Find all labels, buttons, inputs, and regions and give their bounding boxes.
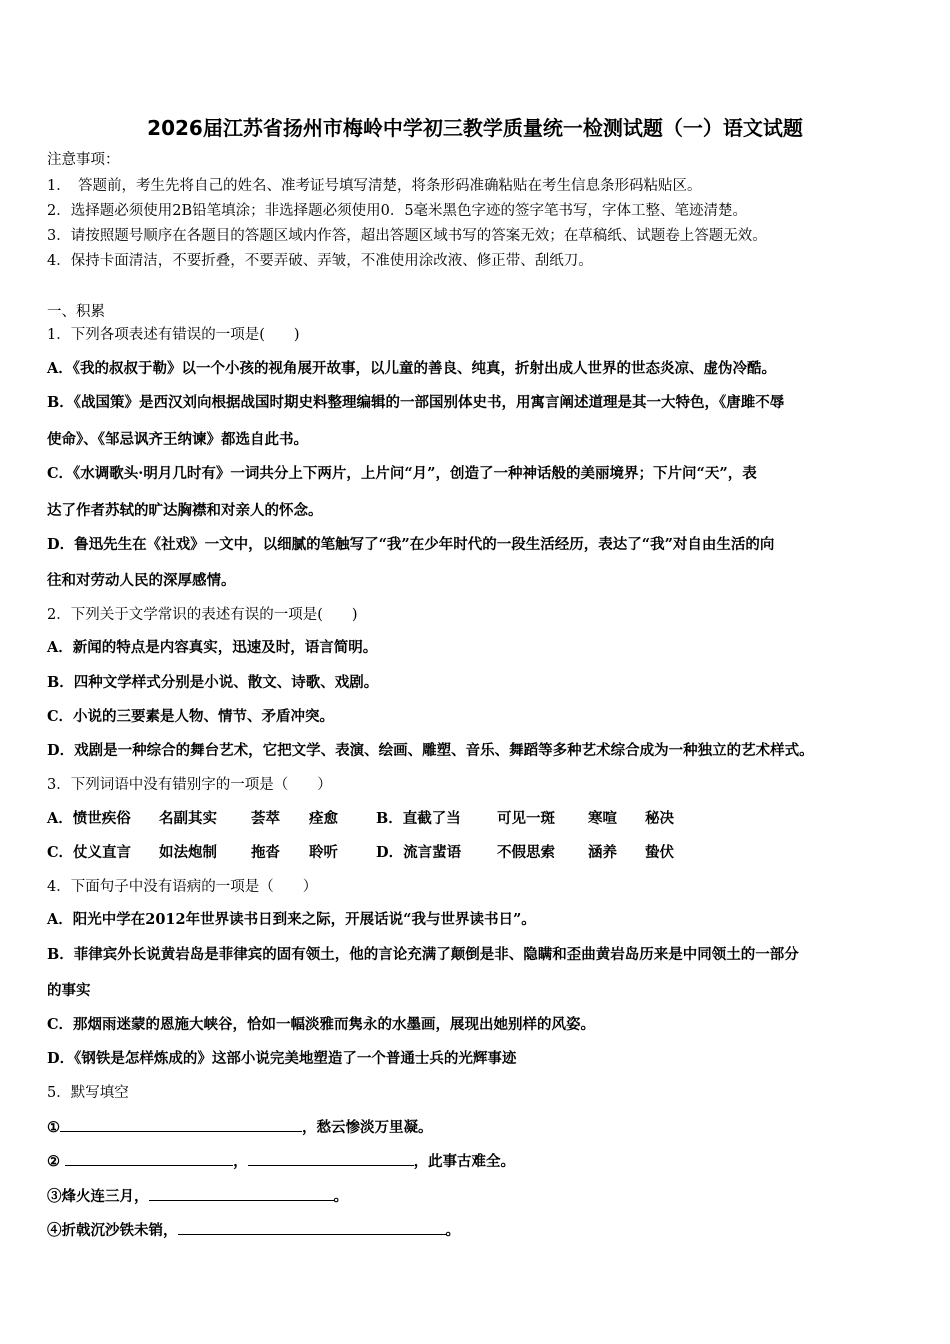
- q3-c-word-3: 拖沓: [251, 844, 280, 861]
- q2-option-c: C．小说的三要素是人物、情节、矛盾冲突。: [47, 708, 335, 725]
- q5-line-1: [47, 1117, 433, 1138]
- q1-option-d-line1: D．鲁迅先生在《社戏》一文中，以细腻的笔触写了“我”在少年时代的一段生活经历，表达了“我”对自由生活的向: [47, 536, 775, 553]
- q3-d-word-3: 涵养: [588, 844, 617, 861]
- q5-l4-text: ④折戟沉沙铁未销，: [47, 1222, 178, 1239]
- q5-blank-4[interactable]: [178, 1220, 446, 1235]
- notice-item-1: 1． 答题前，考生先将自己的姓名、准考证号填写清楚，将条形码准确粘贴在考生信息条形码粘贴区。: [47, 178, 702, 194]
- q5-blank-2b[interactable]: [248, 1151, 414, 1166]
- q1-option-c-line1: C．《水调歌头·明月几时有》一词共分上下两片，上片问“月”，创造了一种神话般的美丽境界；下片问“天”，表: [47, 465, 757, 482]
- q5-l3-text: ③烽火连三月，: [47, 1188, 149, 1205]
- q2-option-d: D．戏剧是一种综合的舞台艺术，它把文学、表演、绘画、雕塑、音乐、舞蹈等多种艺术综合成为一种独立的艺术样式。: [47, 742, 814, 759]
- q5-l1-number: ①: [47, 1119, 60, 1136]
- page-title: 2026届江苏省扬州市梅岭中学初三教学质量统一检测试题（一）语文试题: [147, 116, 803, 140]
- q3-options-ab: [47, 809, 674, 829]
- q3-b-word-2: 可见一斑: [497, 810, 555, 827]
- q1-option-b-line1: B．《战国策》是西汉刘向根据战国时期史料整理编辑的一部国别体史书，用寓言阐述道理是其一大特色，《唐雎不辱: [47, 394, 785, 411]
- q3-a-word-1: A．愤世疾俗: [47, 810, 131, 827]
- q5-l2-comma: ，: [233, 1153, 248, 1170]
- notice-item-4: 4．保持卡面清洁，不要折叠，不要弄破、弄皱，不准使用涂改液、修正带、刮纸刀。: [47, 253, 593, 269]
- q5-blank-3[interactable]: [149, 1186, 334, 1201]
- section-heading: 一、积累: [47, 304, 105, 320]
- q5-blank-1[interactable]: [60, 1117, 302, 1132]
- q1-option-a: A．《我的叔叔于勒》以一个小孩的视角展开故事，以儿童的善良、纯真，折射出成人世界的世态炎凉、虚伪冷酷。: [47, 360, 776, 377]
- q3-b-word-3: 寒喧: [588, 810, 617, 827]
- q5-l4-end: 。: [445, 1222, 460, 1239]
- q3-c-word-1: C．仗义直言: [47, 844, 132, 861]
- q4-option-d: D．《钢铁是怎样炼成的》这部小说完美地塑造了一个普通士兵的光辉事迹: [47, 1050, 517, 1067]
- q2-stem: 2．下列关于文学常识的表述有误的一项是( ): [47, 607, 358, 623]
- q3-options-cd: [47, 843, 674, 863]
- q3-c-word-4: 聆听: [309, 844, 338, 861]
- q4-option-c: C．那烟雨迷蒙的恩施大峡谷，恰如一幅淡雅而隽永的水墨画，展现出她别样的风姿。: [47, 1016, 596, 1033]
- q3-stem: 3．下列词语中没有错别字的一项是（ ）: [47, 777, 332, 793]
- q4-option-b-line1: B．菲律宾外长说黄岩岛是菲律宾的固有领土，他的言论充满了颠倒是非、隐瞒和歪曲黄岩岛历来是中同领土的一部分: [47, 946, 799, 963]
- q3-a-word-4: 痊愈: [309, 810, 338, 827]
- q4-option-b-line2: 的事实: [47, 982, 91, 999]
- q5-l2-text: ，此事古难全。: [413, 1153, 516, 1170]
- q5-l1-text: ，愁云惨淡万里凝。: [302, 1119, 433, 1136]
- q1-stem: 1．下列各项表述有错误的一项是( ): [47, 327, 300, 343]
- q3-b-word-4: 秘决: [645, 810, 674, 827]
- q4-stem: 4．下面句子中没有语病的一项是（ ）: [47, 879, 318, 895]
- q5-line-4: [47, 1220, 460, 1241]
- q5-l2-number: ②: [47, 1153, 60, 1170]
- notice-item-2: 2．选择题必须使用2B铅笔填涂；非选择题必须使用0．5毫米黑色字迹的签字笔书写，字体工整、笔迹清楚。: [47, 203, 748, 219]
- q2-option-a: A．新闻的特点是内容真实，迅速及时，语言简明。: [47, 639, 378, 656]
- q1-option-d-line2: 往和对劳动人民的深厚感情。: [47, 572, 236, 589]
- q1-option-b-line2: 使命》、《邹忌讽齐王纳谏》都选自此书。: [47, 431, 308, 448]
- q1-option-c-line2: 达了作者苏轼的旷达胸襟和对亲人的怀念。: [47, 502, 323, 519]
- q3-d-word-1: D．流言蜚语: [376, 844, 462, 861]
- q5-blank-2a[interactable]: [65, 1151, 233, 1166]
- q3-a-word-3: 荟萃: [251, 810, 280, 827]
- q3-a-word-2: 名副其实: [159, 810, 217, 827]
- q5-l3-end: 。: [333, 1188, 348, 1205]
- q5-line-2: [47, 1151, 515, 1172]
- q3-c-word-2: 如法炮制: [159, 844, 217, 861]
- q3-b-word-1: B．直截了当: [376, 810, 461, 827]
- q3-d-word-4: 蛰伏: [645, 844, 674, 861]
- q4-option-a: A．阳光中学在2012年世界读书日到来之际，开展话说“我与世界读书日”。: [47, 911, 536, 928]
- q3-d-word-2: 不假思索: [497, 844, 555, 861]
- q2-option-b: B．四种文学样式分别是小说、散文、诗歌、戏剧。: [47, 674, 379, 691]
- q5-line-3: [47, 1186, 348, 1207]
- notice-item-3: 3．请按照题号顺序在各题目的答题区域内作答，超出答题区域书写的答案无效；在草稿纸、试题卷上答题无效。: [47, 228, 767, 244]
- notice-heading: 注意事项：: [47, 152, 120, 168]
- q5-stem: 5．默写填空: [47, 1085, 129, 1101]
